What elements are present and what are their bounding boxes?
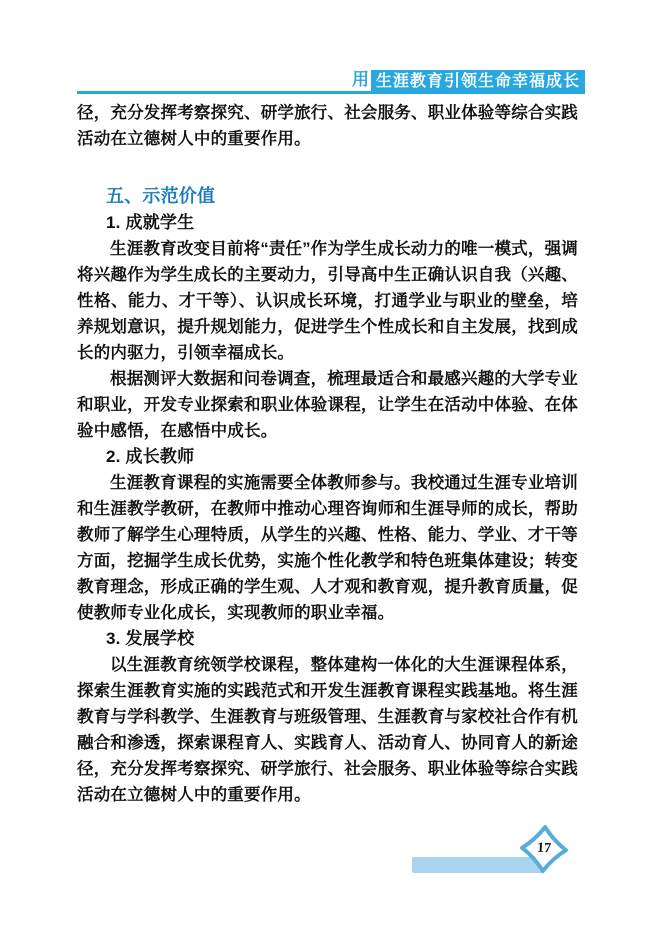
page-number: 17 [536, 840, 552, 857]
running-head-title: 生涯教育引领生命幸福成长 [371, 70, 585, 94]
text-column [77, 100, 578, 808]
page-number-diamond [518, 823, 571, 876]
running-head-prefix: 用 [350, 70, 371, 94]
paragraph-continuation: 径，充分发挥考察探究、研学旅行、社会服务、职业体验等综合实践活动在立德树人中的重要作用。 [77, 104, 578, 148]
paragraph: 生涯教育课程的实施需要全体教师参与。我校通过生涯专业培训和生涯教学教研，在教师中推动心理咨询师和生涯导师的成长，帮助教师了解学生心理特质，从学生的兴趣、性格、能力、学业、才干等方面，挖掘学生成长优势，实施个性化教学和特色班集体建设；转变教育理念，形成正确的学生观、人才观和教育观，提升教育质量，促使教师专业化成长，实现教师的职业幸福。 [77, 474, 578, 622]
header-rule-line [77, 91, 350, 94]
paragraph: 根据测评大数据和问卷调查，梳理最适合和最感兴趣的大学专业和职业，开发专业探索和职业体验课程，让学生在活动中体验、在体验中感悟，在感悟中成长。 [77, 370, 578, 440]
section-title: 五、示范价值 [106, 186, 216, 206]
subsection-heading-2: 2. 成长教师 [106, 447, 195, 466]
paragraph: 以生涯教育统领学校课程，整体建构一体化的大生涯课程体系，探索生涯教育实施的实践范式和开发生涯教育课程实践基地。将生涯教育与学科教学、生涯教育与班级管理、生涯教育与家校社合作有机融合和渗透，探索课程育人、实践育人、活动育人、协同育人的新途径，充分发挥考察探究、研学旅行、社会服务、职业体验等综合实践活动在立德树人中的重要作用。 [77, 656, 578, 804]
running-head [77, 70, 585, 94]
paragraph: 生涯教育改变目前将“责任”作为学生成长动力的唯一模式，强调将兴趣作为学生成长的主要动力，引导高中生正确认识自我（兴趣、性格、能力、才干等）、认识成长环境，打通学业与职业的壁垒，培养规划意识，提升规划能力，促进学生个性成长和自主发展，找到成长的内驱力，引领幸福成长。 [77, 240, 578, 362]
subsection-heading-3: 3. 发展学校 [106, 629, 195, 648]
subsection-heading-1: 1. 成就学生 [106, 213, 195, 232]
